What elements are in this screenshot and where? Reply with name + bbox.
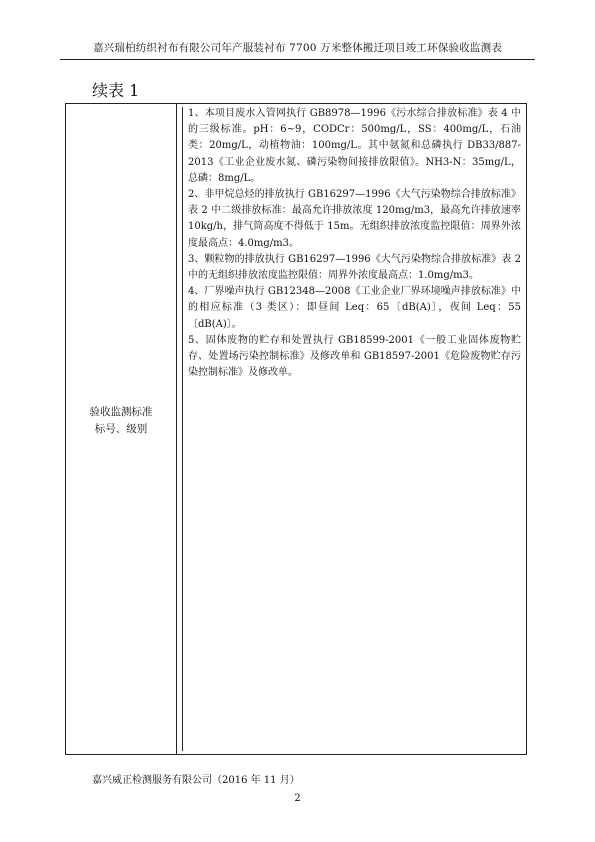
page-number: 2 — [294, 793, 301, 804]
label-cell — [66, 104, 177, 754]
document-header: 嘉兴瑞柏纺织衬布有限公司年产服装衬布 7700 万米整体搬迁项目竣工环保验收监测表 — [60, 40, 535, 60]
section-title: 续表 1 — [92, 81, 140, 100]
standard-item-4: 4、厂界噪声执行 GB12348—2008《工业企业厂界环境噪声排放标准》中的相应标准（3 类区）：即昼间 Leq：65〔dB(A)〕，夜间 Leq：55〔dB(A)〕。 — [188, 286, 521, 330]
label-text — [66, 404, 176, 438]
standards-content — [188, 106, 521, 381]
footer-company: 嘉兴威正检测服务有限公司（2016 年 11 月） — [92, 775, 300, 786]
standard-item-2: 2、非甲烷总烃的排放执行 GB16297—1996《大气污染物综合排放标准》表 2 中二级排放标准：最高允许排放浓度 120mg/m3，最高允许排放速率 10kg/h，排气筒高度不得低于 15m。无组织排放浓度监控限值：周界外浓度最高点：4.0mg/m3。 — [188, 189, 521, 249]
standard-item-5: 5、固体废物的贮存和处置执行 GB18599-2001《一般工业固体废物贮存、处置场污染控制标准》及修改单和 GB18597-2001《危险废物贮存污染控制标准》及修改单。 — [188, 334, 521, 379]
label-line-1: 验收监测标准 — [89, 406, 153, 418]
standard-item-1: 1、本项目废水入管网执行 GB8978—1996《污水综合排放标准》表 4 中的三级标准。pH：6~9，CODCr：500mg/L，SS：400mg/L，石油类：20mg/L，动植物油：100mg/L。其中氨氮和总磷执行 DB33/887-2013《工业企业废水氮、磷污染物间接排放限值》。NH3-N：35mg/L，总磷：8mg/L。 — [188, 108, 521, 184]
inner-divider — [182, 107, 183, 751]
standards-table — [65, 103, 527, 755]
label-line-2: 标号、级别 — [94, 423, 148, 435]
standard-item-3: 3、颗粒物的排放执行 GB16297—1996《大气污染物综合排放标准》表 2 中的无组织排放浓度监控限值：周界外浓度最高点：1.0mg/m3。 — [188, 253, 521, 282]
